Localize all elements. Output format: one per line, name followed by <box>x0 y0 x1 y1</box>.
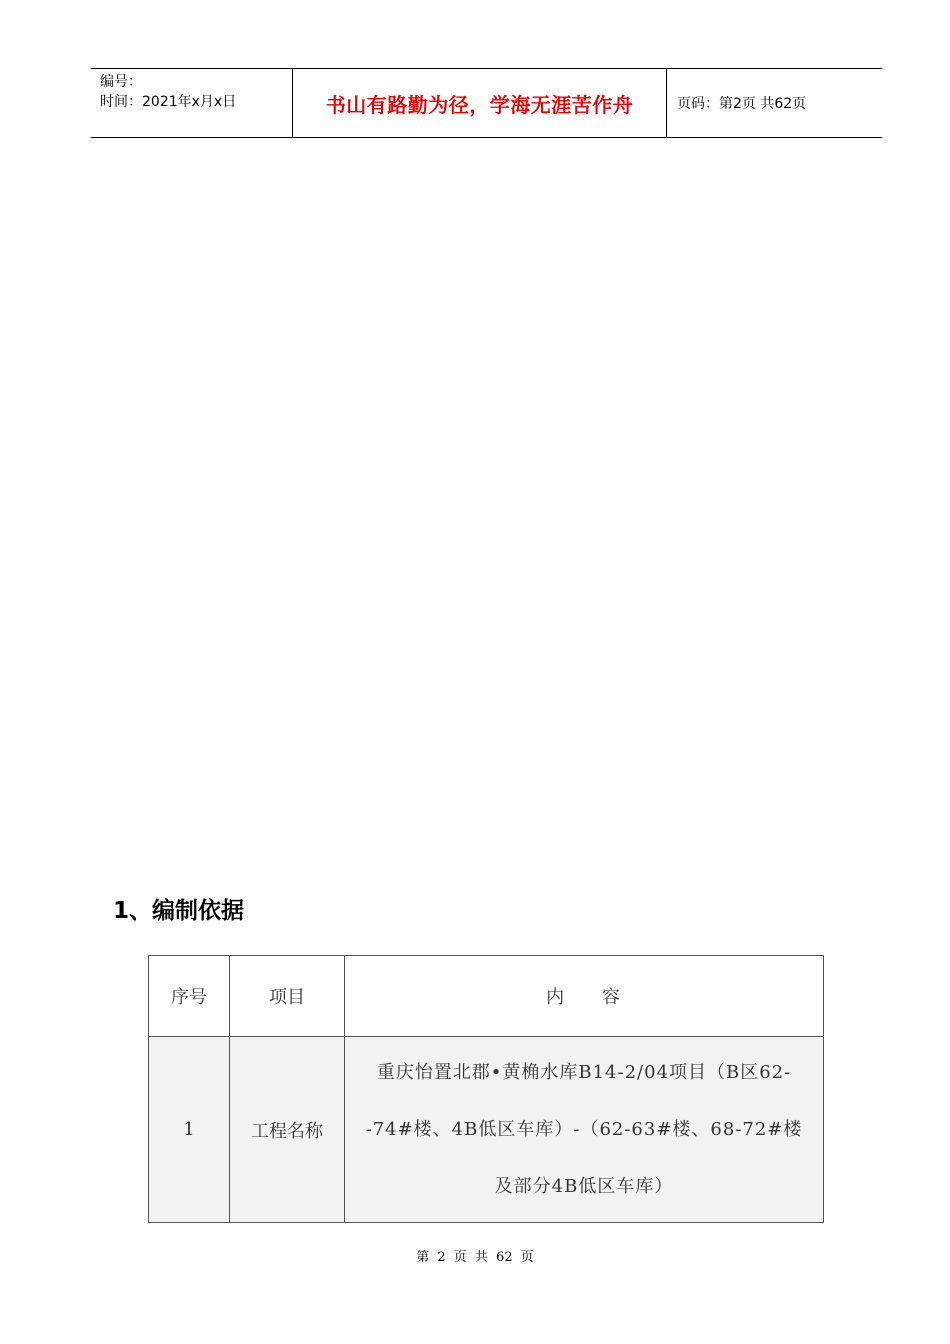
cell-content: 重庆怡置北郡•黄桷水库B14-2/04项目（B区62--74#楼、4B低区车库）-（62-63#楼、68-72#楼及部分4B低区车库） <box>345 1037 824 1223</box>
header-meta <box>91 69 293 137</box>
column-header-content: 内 容 <box>345 956 824 1037</box>
cell-item: 工程名称 <box>230 1037 345 1223</box>
header-motto-cell <box>293 69 667 137</box>
time-label: 时间：2021年x月x日 <box>100 94 237 110</box>
motto: 书山有路勤为径，学海无涯苦作舟 <box>325 92 634 117</box>
header-page-cell <box>667 69 882 137</box>
table-header-row <box>149 956 824 1037</box>
cell-no: 1 <box>149 1037 230 1223</box>
page-footer: 第 2 页 共 62 页 <box>416 1250 534 1265</box>
page-header <box>91 68 882 138</box>
section-title: 1、编制依据 <box>113 898 245 924</box>
number-label: 编号： <box>100 74 142 90</box>
page-label: 页码：第2页 共62页 <box>677 96 807 112</box>
basis-table <box>148 955 824 1223</box>
column-header-item: 项目 <box>230 956 345 1037</box>
table-row <box>149 1037 824 1223</box>
column-header-no: 序号 <box>149 956 230 1037</box>
